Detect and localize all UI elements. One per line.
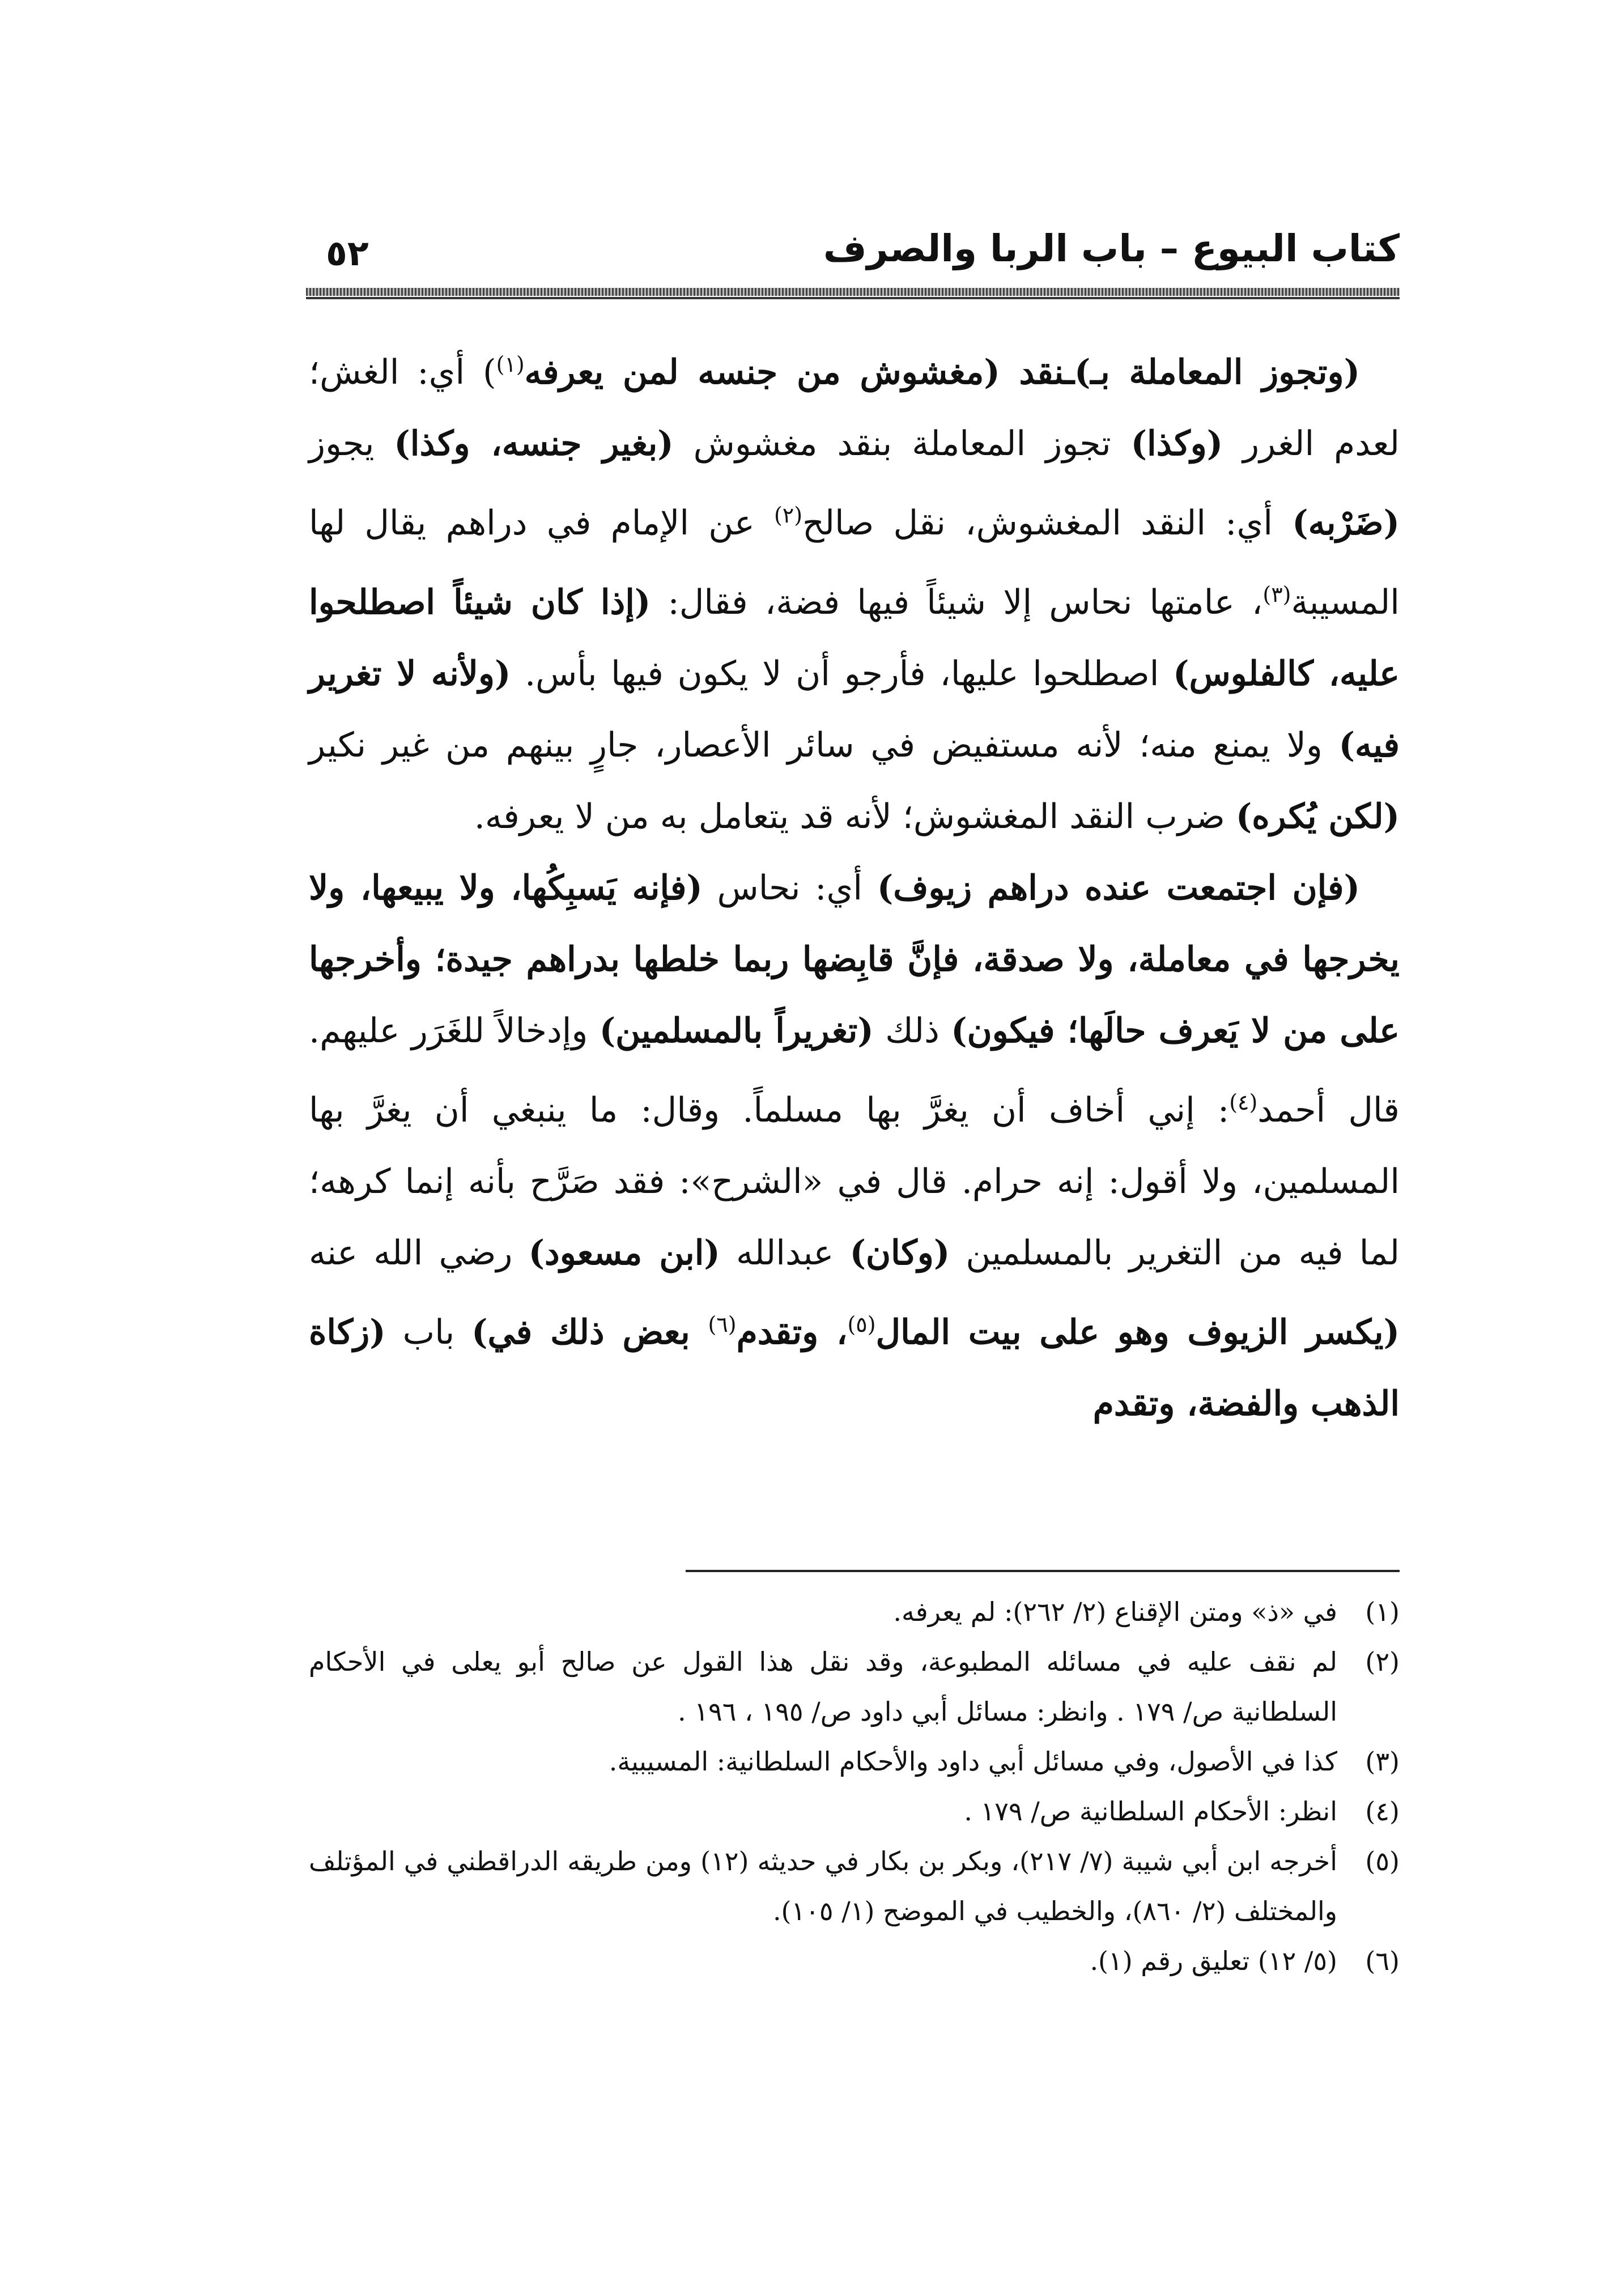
sharh-text: اصطلحوا عليها، فأرجو أن لا يكون فيها بأس. (511, 654, 1174, 694)
matn-text: (فإن اجتمعت عنده دراهم زيوف) (877, 868, 1360, 908)
matn-text: (ابن مسعود) (528, 1233, 720, 1273)
footnote-number: (٦) (1365, 1946, 1400, 1976)
footnote-ref: (٢) (773, 503, 803, 528)
sharh-text: ولا يمنع منه؛ لأنه مستفيض في سائر الأعصار، جارٍ بينهم من غير نكير (309, 725, 1339, 765)
footnote-item (309, 1587, 1400, 1637)
footnote-text: كذا في الأصول، وفي مسائل أبي داود والأحكام السلطانية: المسيبية. (609, 1746, 1337, 1777)
matn-text: (زكاة الذهب والفضة، وتقدم (309, 1313, 1400, 1424)
sharh-text: وإدخالاً للغَرَر عليهم. قال أحمد (309, 1011, 1400, 1130)
footnote-item (309, 1786, 1400, 1836)
sharh-text: ضرب النقد المغشوش؛ لأنه قد يتعامل به من لا يعرفه. (474, 797, 1236, 836)
running-title: كتاب البيوع – باب الربا والصرف (823, 227, 1400, 270)
header-rule (306, 288, 1400, 296)
footnote-item (309, 1736, 1400, 1786)
sharh-text: ذلك (873, 1011, 951, 1051)
sharh-text: ) أي: الغش؛ لعدم الغرر (309, 353, 1400, 464)
footnotes (309, 1587, 1400, 1986)
matn-text: (وتجوز المعاملة بـ)ـنقد (مغشوش من جنسه لمن يعرفه (524, 353, 1360, 392)
footnote-text: في «ذ» ومتن الإقناع (٢/ ٢٦٢): لم يعرفه. (893, 1596, 1337, 1627)
matn-text: بعض ذلك في) (471, 1313, 708, 1352)
sharh-text: تجوز المعاملة بنقد مغشوش (673, 424, 1131, 464)
sharh-text: رضي الله عنه (309, 1233, 529, 1273)
footnote-number: (٤) (1365, 1796, 1400, 1827)
footnote-number: (١) (1365, 1596, 1400, 1627)
sharh-text: أي: النقد المغشوش، نقل صالح (802, 503, 1293, 543)
footnote-item (309, 1836, 1400, 1936)
sharh-text: عبدالله (720, 1233, 850, 1273)
matn-text: (وكذا) (1130, 424, 1223, 464)
page-number: ٥٢ (326, 232, 369, 274)
footnote-text: أخرجه ابن أبي شيبة (٧/ ٢١٧)، وبكر بن بكار في حديثه (١٢) ومن طريقه الدراقطني في المؤتلف والمختلف (٢/ ٨٦٠)، والخطيب في الموضح (١/ ١٠٥). (309, 1846, 1337, 1926)
footnote-number: (٣) (1365, 1746, 1400, 1777)
footnote-ref: (٥) (847, 1312, 876, 1337)
matn-text: (إذا كان شيئاً اصطلحوا عليه، كالفلوس) (309, 583, 1400, 694)
footnote-text: لم نقف عليه في مسائله المطبوعة، وقد نقل هذا القول عن صالح أبو يعلى في الأحكام السلطانية ص/ ١٧٩ . وانظر: مسائل أبي داود ص/ ١٩٥ ، ١٩٦ . (309, 1646, 1337, 1727)
matn-text: (ضَرْبه) (1292, 503, 1400, 543)
footnote-number: (٢) (1365, 1646, 1400, 1677)
main-text (309, 329, 1400, 1440)
matn-text: (وكان) (849, 1233, 950, 1273)
footnote-ref: (٦) (708, 1312, 737, 1337)
footnote-item (309, 1637, 1400, 1736)
footnote-text: انظر: الأحكام السلطانية ص/ ١٧٩ . (964, 1796, 1337, 1827)
sharh-text: ، عامتها نحاس إلا شيئاً فيها فضة، فقال: (651, 583, 1263, 622)
footnote-text: (٥/ ١٢) تعليق رقم (١). (1090, 1946, 1337, 1976)
footnote-ref: (٤) (1229, 1090, 1258, 1115)
header-rule-line (306, 297, 1400, 299)
sharh-text: باب (385, 1313, 472, 1352)
matn-text: (فإنه يَسبِكُها، ولا يبيعها، ولا يخرجها في معاملة، ولا صدقة، فإنَّ قابِضها ربما خلطها بدراهم جيدة؛ وأخرجها على من لا يَعرف حالَها؛ فيكون) (309, 868, 1400, 1051)
sharh-text: أي: نحاس (702, 868, 877, 908)
footnote-separator (686, 1570, 1400, 1572)
footnote-item (309, 1936, 1400, 1986)
paragraph-1 (309, 329, 1400, 852)
matn-text: (بغير جنسه، وكذا) (394, 424, 674, 464)
matn-text: (ولأنه لا تغرير فيه) (309, 654, 1400, 765)
footnote-ref: (١) (496, 352, 525, 377)
matn-text: (لكن يُكره) (1235, 797, 1400, 836)
matn-text: ، وتقدم (736, 1313, 848, 1352)
sharh-text: عن الإمام في دراهم يقال لها المسيبة (309, 503, 1400, 622)
paragraph-2 (309, 852, 1400, 1440)
page-header (309, 221, 1400, 283)
footnote-ref: (٣) (1262, 582, 1291, 607)
matn-text: (يكسر الزيوف وهو على بيت المال (875, 1313, 1400, 1352)
footnote-number: (٥) (1365, 1846, 1400, 1876)
sharh-text: يجوز (309, 424, 394, 464)
matn-text: (تغريراً بالمسلمين) (599, 1011, 874, 1051)
sharh-text: : إني أخاف أن يغرَّ بها مسلماً. وقال: ما ينبغي أن يغرَّ بها المسلمين، ولا أقول: إنه حرام. قال في «الشرح»: فقد صَرَّح بأنه إنما كرهه؛ لما فيه من التغرير بالمسلمين (309, 1090, 1400, 1273)
